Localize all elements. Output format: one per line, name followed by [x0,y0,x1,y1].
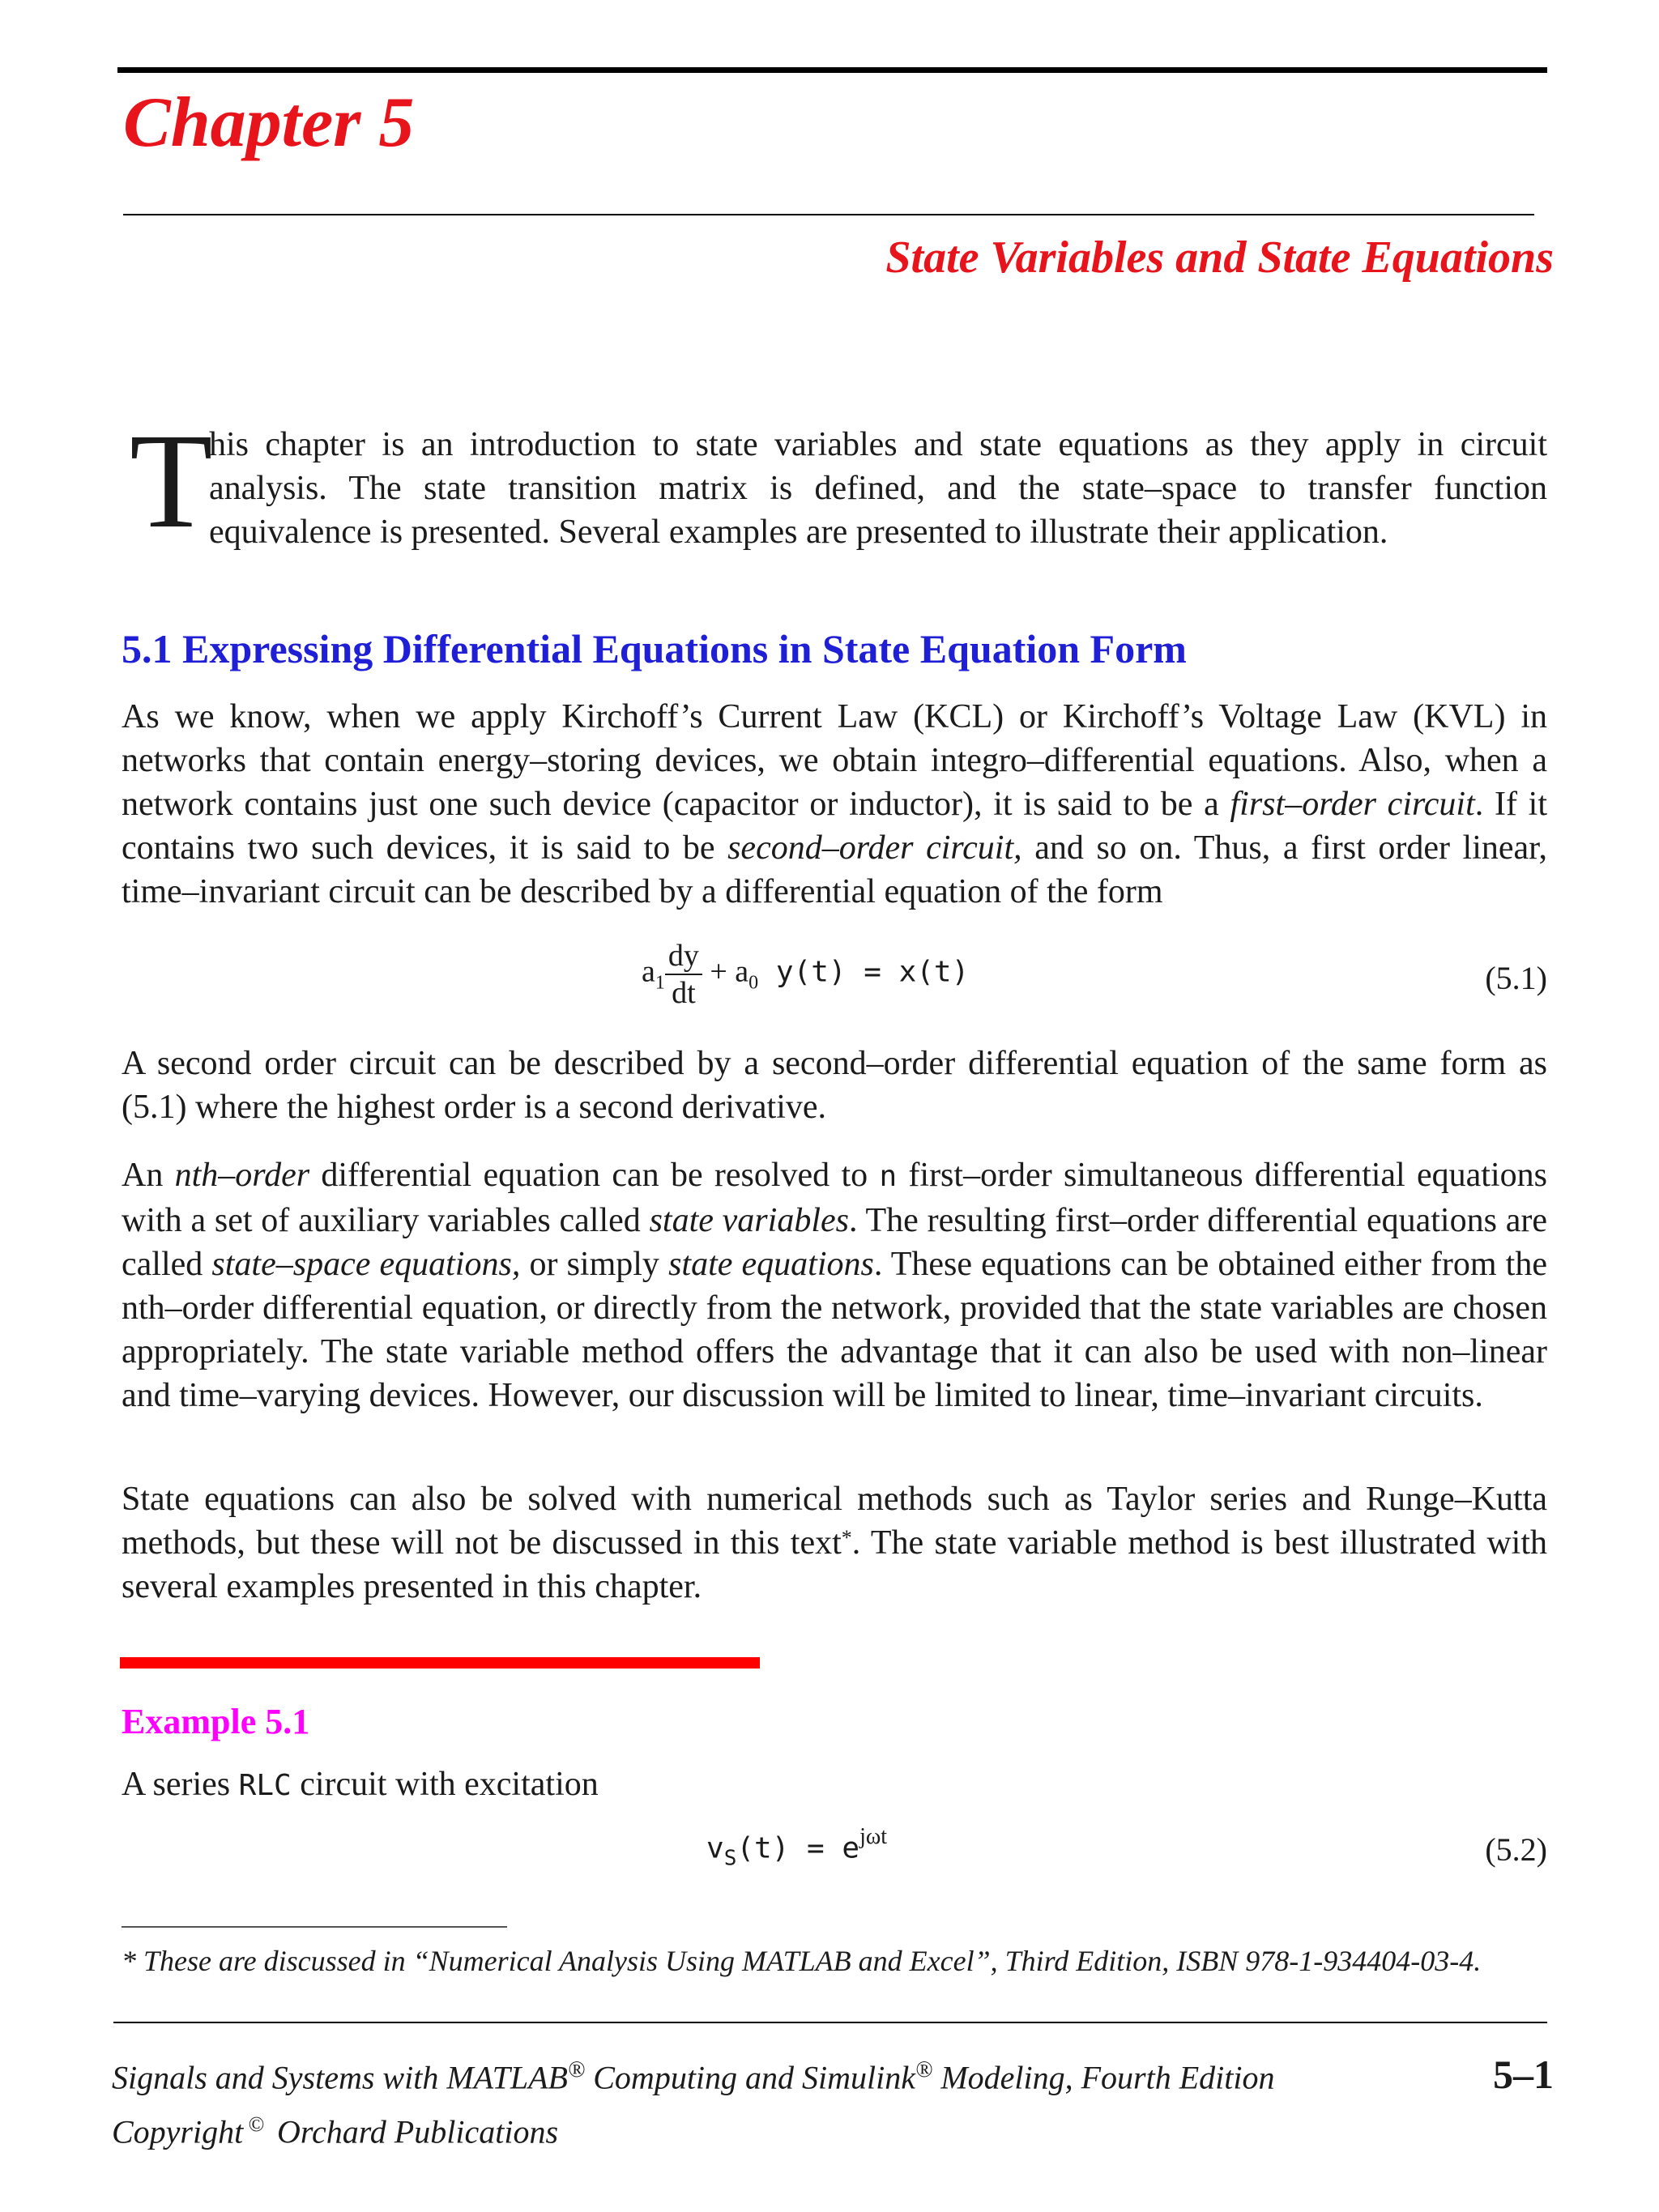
section-heading: 5.1 Expressing Differential Equations in State Equation Form [122,626,1187,671]
p3-emphasis-state-space: state–space equations, [211,1246,521,1283]
eq1-denominator: dt [672,976,696,1010]
p1-text-a: As we know, when we apply Kirchoff’s Current Law (KCL) or Kirchoff’s Voltage Law (KVL) in networks that contain energy–storing devices, we obtain integro–differential equations. Also, when a network contains just one such device (capacitor or inductor), it is said to be a [122,698,1547,823]
footer-rule [113,2022,1547,2023]
p1-emphasis-first-order: first–order circuit [1230,786,1475,823]
paragraph-2: A second order circuit can be described by a second–order differential equation of the same form as (5.1) where the highest order is a second derivative. [122,1045,1547,1126]
intro-paragraph: his chapter is an introduction to state variables and state equations as they apply in circuit analysis. The state transition matrix is defined, and the state–space to transfer function equivalence is presented. Several examples are presented to illustrate their application. [209,426,1547,551]
eq2-lhs-sub: S [723,1846,737,1871]
paragraph-4 [122,1477,1547,1609]
equation-number-5-1: (5.1) [1485,960,1547,996]
p1-text-c: and so on. Thus, a first order linear, time–invariant circuit can be described by a differential equation of the form [122,829,1547,910]
eq1-fraction [665,938,702,1011]
p3-emphasis-state-variables: state variables [649,1202,849,1239]
paragraph-3 [122,1153,1547,1417]
chapter-subtitle: State Variables and State Equations [885,232,1554,283]
footer-title-a: Signals and Systems with MATLAB [112,2059,568,2096]
top-rule [117,67,1547,73]
eq2-exponent: jωt [859,1824,888,1849]
eq2-mid: (t) = e [736,1831,860,1865]
p3-emphasis-nth-order: nth–order [174,1157,310,1194]
example-label: Example 5.1 [122,1702,310,1741]
eq2-lhs: v [706,1831,724,1865]
registered-mark-2: ® [915,2057,933,2082]
p3-text-f: . These equations can be obtained either from the nth–order differential equation, or directly from the network, provided that the state variables are chosen appropriately. The state variable method offers the advantage that it can also be used with non–linear and time–varying devices. However, our discussion will be limited to linear, time–invariant circuits. [122,1246,1547,1414]
eq1-numerator: dy [665,938,702,975]
page-number: 5–1 [1493,2052,1554,2097]
p3-emphasis-state-equations: state equations [668,1246,874,1283]
p3-text-d: . The resulting first–order differential equations are called [122,1202,1547,1283]
example-text-b: circuit with excitation [291,1766,599,1803]
p1-text-b: . If it contains two such devices, it is said to be [122,786,1548,867]
footer-copy-a: Copyright [112,2113,244,2150]
p3-text-e: or simply [520,1246,669,1283]
p3-n: n [879,1160,898,1193]
equation-number-5-2: (5.2) [1485,1831,1547,1868]
eq1-a0-sub: 0 [748,972,759,994]
footnote-text: * These are discussed in “Numerical Analysis Using MATLAB and Excel”, Third Edition, ISBN 978-1-934404-03-4. [122,1945,1482,1977]
eq1-plus-a0: + a [710,954,749,989]
drop-cap: T [130,406,213,556]
eq1-a1-sub: 1 [655,972,665,994]
eq1-rhs: y(t) = x(t) [758,955,970,989]
p3-text-c: first–order simultaneous differential equations with a set of auxiliary variables called [122,1157,1547,1239]
paragraph-1 [122,695,1547,914]
copyright-symbol: © [248,2112,264,2136]
example-text [122,1762,1547,1808]
footnote-rule [122,1926,507,1928]
footer-copy-b: Orchard Publications [269,2113,559,2150]
footer-title-b: Computing and Simulink [585,2059,916,2096]
example-bar [120,1657,760,1669]
footer-book-title [112,2057,1275,2096]
registered-mark-1: ® [567,2057,586,2082]
p4-text-b: . The state variable method is best illustrated with several examples presented in this chapter. [122,1524,1547,1605]
p3-text-a: An [122,1157,175,1194]
p4-text-a: State equations can also be solved with numerical methods such as Taylor series and Runge–Kutta methods, but these will not be discussed in this text [122,1481,1547,1562]
equation-5-1 [642,938,969,1011]
p3-text-b: differential equation can be resolved to [309,1157,880,1194]
example-rlc: RLC [238,1769,292,1802]
chapter-title: Chapter 5 [123,83,415,162]
equation-5-2 [706,1824,888,1871]
p1-emphasis-second-order: second–order circuit, [727,829,1022,867]
footer-copyright [112,2112,558,2150]
title-rule [123,214,1534,215]
eq1-a1: a [642,954,655,989]
footnote-marker: * [841,1526,852,1549]
example-text-a: A series [122,1766,239,1803]
footer-title-c: Modeling, Fourth Edition [932,2059,1275,2096]
